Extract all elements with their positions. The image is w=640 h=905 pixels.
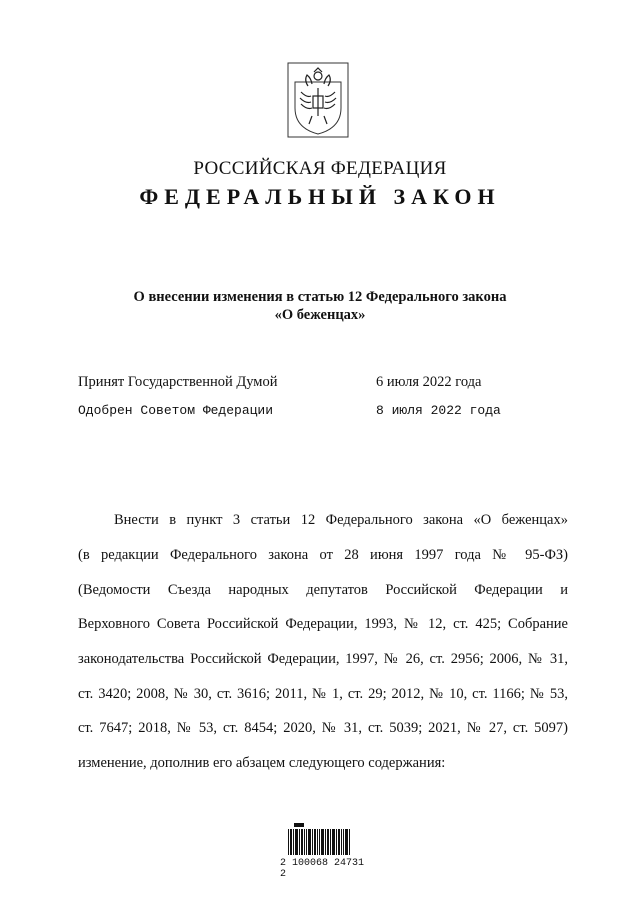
body-line: (Ведомости Съезда народных депутатов Российской Федерации и bbox=[78, 582, 568, 598]
barcode-number: 2 100068 24731 2 bbox=[280, 858, 365, 880]
document-type: ФЕДЕРАЛЬНЫЙ ЗАКОН bbox=[139, 184, 501, 209]
adoption-label: Принят Государственной Думой bbox=[78, 374, 278, 390]
body-line: ст. 3420; 2008, № 30, ст. 3616; 2011, № 1, ст. 29; 2012, № 10, ст. 1166; № 53, bbox=[78, 686, 568, 702]
law-subject-line-1: О внесении изменения в статью 12 Федерального закона bbox=[133, 289, 507, 305]
body-line: (в редакции Федерального закона от 28 июня 1997 года № 95-ФЗ) bbox=[78, 547, 568, 563]
body-line: изменение, дополнив его абзацем следующего содержания: bbox=[78, 755, 446, 771]
adoption-label: Одобрен Советом Федерации bbox=[78, 403, 274, 418]
country-name: РОССИЙСКАЯ ФЕДЕРАЦИЯ bbox=[193, 158, 447, 179]
body-line: ст. 7647; 2018, № 53, ст. 8454; 2020, № 31, ст. 5039; 2021, № 27, ст. 5097) bbox=[78, 720, 568, 736]
adoption-date: 6 июля 2022 года bbox=[376, 374, 482, 390]
law-subject-line-2: «О беженцах» bbox=[274, 307, 366, 323]
body-line: Верховного Совета Российской Федерации, 1993, № 12, ст. 425; Собрание bbox=[78, 616, 568, 632]
law-subject bbox=[60, 288, 580, 324]
coat-of-arms-icon bbox=[287, 62, 349, 138]
body-line: Внести в пункт 3 статьи 12 Федерального закона «О беженцах» bbox=[114, 512, 568, 528]
body-line: законодательства Российской Федерации, 1997, № 26, ст. 2956; 2006, № 31, bbox=[78, 651, 568, 667]
adoption-date: 8 июля 2022 года bbox=[376, 403, 501, 418]
